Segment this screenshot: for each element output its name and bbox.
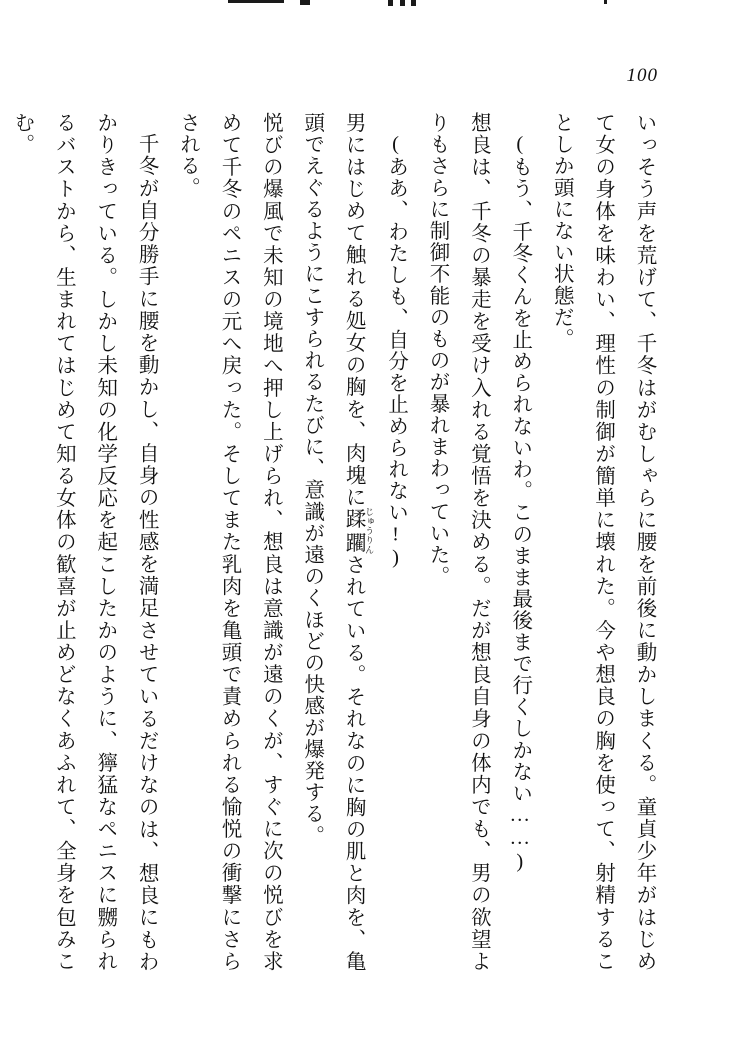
ruby-juurin	[342, 507, 375, 555]
top-mark-2	[300, 0, 310, 5]
top-mark-4	[400, 0, 405, 6]
top-mark-1	[228, 0, 284, 3]
ruby-text: じゅうりん	[364, 507, 375, 555]
body-text	[10, 112, 664, 972]
paragraph-5-after: されている。それなのに胸の肌と肉を、亀頭でえぐるようにこすられるたびに、意識が遠のくほどの快感が爆発する。	[300, 112, 365, 972]
paragraph-7: 千冬が自分勝手に腰を動かし、自身の性感を満足させているだけなのは、想良にもわかりきっている。しかし未知の化学反応を起こしたかのように、獰猛なペニスに嬲られるバストから、生まれてはじめて知る女体の歓喜が止めどなくあふれて、全身を包みこむ。	[10, 112, 158, 972]
top-crop-marks	[0, 0, 736, 10]
page-number: 100	[626, 65, 658, 86]
ruby-base: 蹂躙	[342, 507, 365, 555]
paragraph-6: 悦びの爆風で未知の境地へ押し上げられ、想良は意識が遠のくが、すぐに次の悦びを求めて千冬のペニスの元へ戻った。そしてまた乳肉を亀頭で責められる愉悦の衝撃にさらされる。	[176, 112, 282, 972]
paragraph-4: (ああ、わたしも、自分を止められない!)	[384, 132, 407, 569]
paragraph-2: (もう、千冬くんを止められないわ。このまま最後まで行くしかない……)	[508, 132, 531, 873]
paragraph-3: 想良は、千冬の暴走を受け入れる覚悟を決める。だが想良自身の体内でも、男の欲望よりもさらに制御不能のものが暴れまわっていた。	[425, 112, 490, 972]
top-mark-6	[604, 0, 607, 4]
paragraph-5	[290, 112, 374, 972]
paragraph-1: いっそう声を荒げて、千冬はがむしゃらに腰を前後に動かしまくる。童貞少年がはじめて女の身体を味わい、理性の制御が簡単に壊れた。今や想良の胸を使って、射精することしか頭にない状態だ。	[550, 112, 655, 972]
top-mark-3	[388, 0, 393, 6]
top-mark-5	[411, 0, 416, 6]
paragraph-5-before: 男にはじめて触れる処女の胸を、肉塊に	[342, 112, 365, 509]
